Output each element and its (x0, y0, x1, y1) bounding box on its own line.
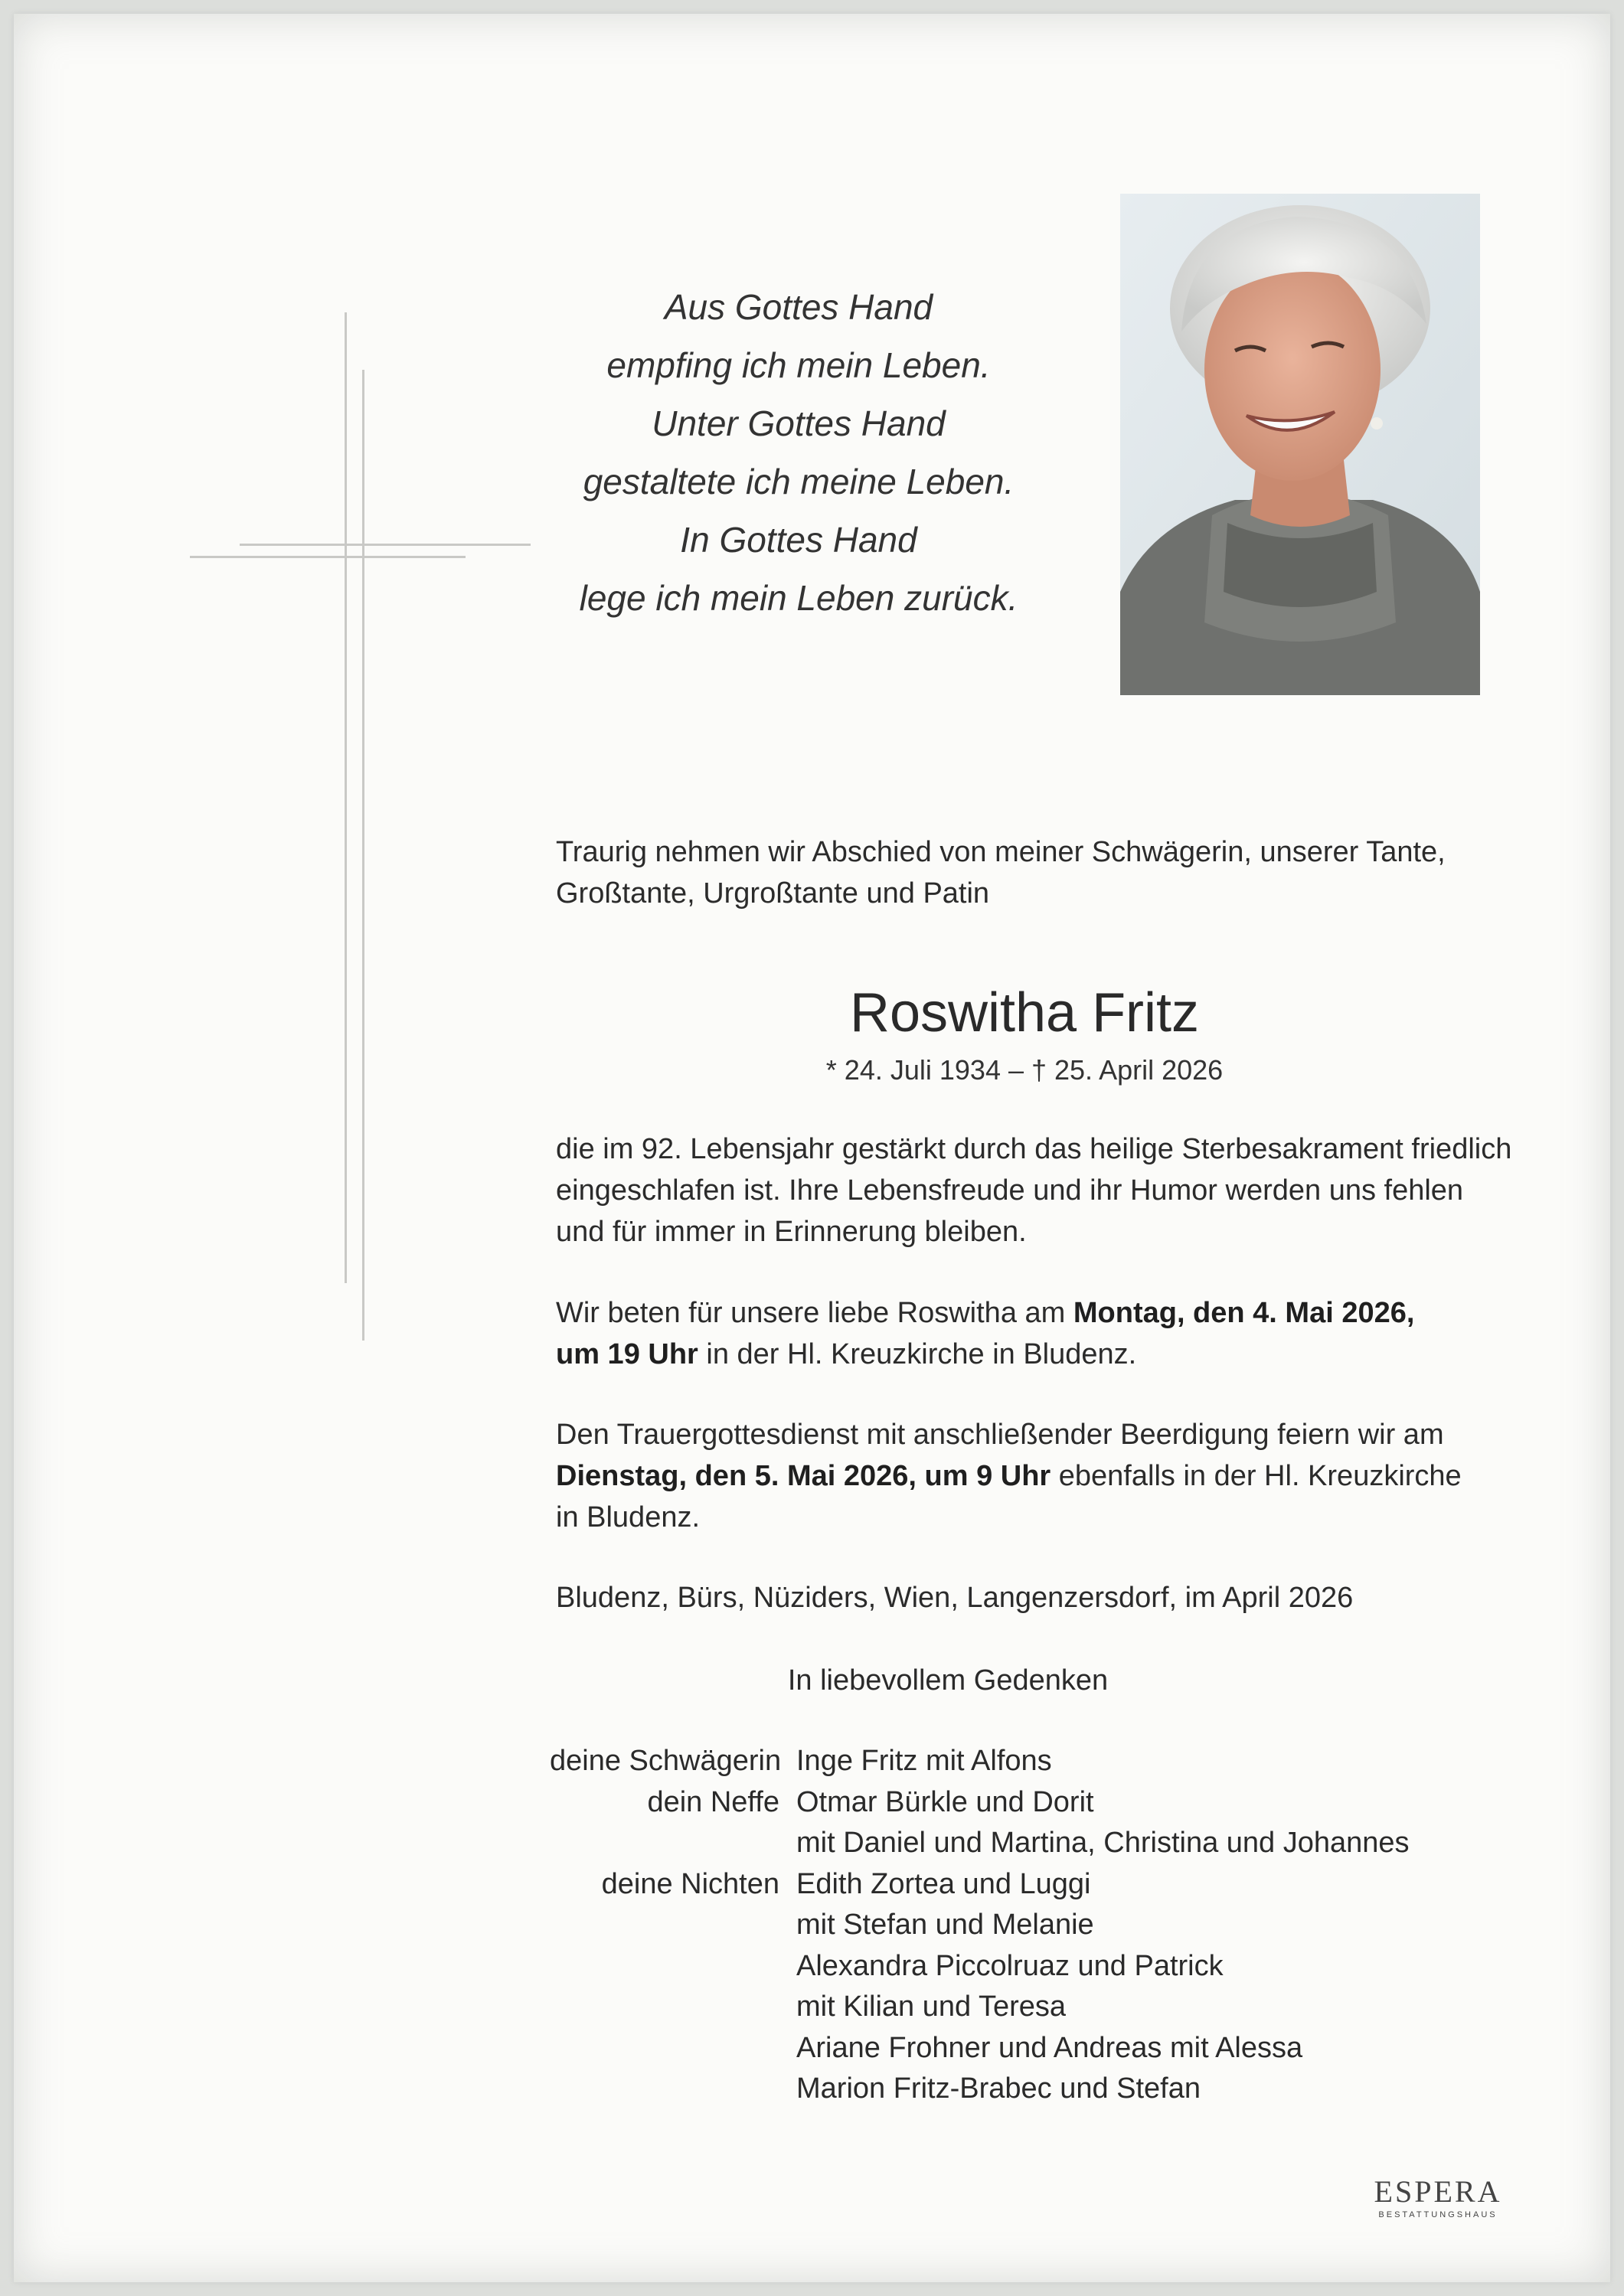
intro-line: Traurig nehmen wir Abschied von meiner Schwägerin, unserer Tante, (556, 836, 1446, 868)
logo-main: ESPERA (1374, 2174, 1502, 2209)
intro-line: Großtante, Urgroßtante und Patin (556, 877, 990, 910)
family-row (550, 2028, 1410, 2069)
family-row (550, 1864, 1410, 1906)
family-names: Otmar Bürkle und Dorit (796, 1785, 1094, 1818)
poem-line: In Gottes Hand (680, 520, 917, 560)
place-text: Bludenz, Bürs, Nüziders, Wien, Langenzersdorf, im April 2026 (556, 1582, 1354, 1614)
prayer-location: in der Hl. Kreuzkirche in Bludenz. (698, 1338, 1137, 1370)
family-names: Ariane Frohner und Andreas mit Alessa (796, 2031, 1303, 2064)
family-row (550, 1946, 1410, 1987)
funeral-line: Den Trauergottesdienst mit anschließender Beerdigung feiern wir am (556, 1419, 1444, 1451)
life-paragraph (556, 1128, 1513, 1253)
family-names: Marion Fritz-Brabec und Stefan (796, 2072, 1201, 2105)
deceased-name: Roswitha Fritz (849, 982, 1200, 1043)
relation (550, 2028, 796, 2069)
funeral-date: Dienstag, den 5. Mai 2026, um 9 Uhr (556, 1460, 1051, 1492)
espera-logo (1361, 2175, 1515, 2221)
relation (550, 2069, 796, 2110)
poem-line: lege ich mein Leben zurück. (579, 578, 1018, 618)
life-line: und für immer in Erinnerung bleiben. (556, 1216, 1027, 1248)
relation: deine Schwägerin (550, 1745, 782, 1777)
logo-sub: BESTATTUNGSHAUS (1378, 2210, 1498, 2219)
family-row (550, 1782, 1410, 1824)
family-names: mit Stefan und Melanie (796, 1909, 1094, 1941)
funeral-line: in Bludenz. (556, 1501, 701, 1533)
funeral-paragraph (556, 1414, 1513, 1538)
life-dates: * 24. Juli 1934 – † 25. April 2026 (825, 1054, 1224, 1086)
life-line: die im 92. Lebensjahr gestärkt durch das heilige Sterbesakrament friedlich (556, 1133, 1512, 1165)
poem-line: empfing ich mein Leben. (606, 345, 991, 385)
relation: dein Neffe (647, 1785, 779, 1818)
family-row (550, 1905, 1410, 1946)
prayer-time: um 19 Uhr (556, 1338, 698, 1370)
gedenken-line: In liebevollem Gedenken (787, 1664, 1109, 1697)
family-row (550, 1741, 1410, 1782)
obituary-sheet (14, 14, 1610, 2282)
relation (550, 1987, 796, 2028)
life-line: eingeschlafen ist. Ihre Lebensfreude und ihr Humor werden uns fehlen (556, 1174, 1464, 1207)
prayer-text: Wir beten für unsere liebe Roswitha am (556, 1297, 1073, 1329)
family-names: mit Kilian und Teresa (796, 1991, 1067, 2023)
relation: deine Nichten (601, 1867, 779, 1900)
family-names: mit Daniel und Martina, Christina und Johannes (796, 1827, 1410, 1859)
poem-line: Aus Gottes Hand (664, 287, 933, 327)
funeral-location: ebenfalls in der Hl. Kreuzkirche (1051, 1460, 1462, 1492)
poem (519, 278, 1078, 627)
family-list (550, 1741, 1410, 2110)
intro-text (556, 831, 1513, 914)
family-row (550, 1823, 1410, 1864)
prayer-paragraph (556, 1292, 1513, 1375)
relation (550, 1823, 796, 1864)
prayer-date: Montag, den 4. Mai 2026, (1073, 1297, 1415, 1329)
relation (550, 1946, 796, 1987)
family-names: Inge Fritz mit Alfons (796, 1745, 1052, 1777)
relation (550, 1905, 796, 1946)
poem-line: gestaltete ich meine Leben. (583, 462, 1015, 501)
family-names: Edith Zortea und Luggi (796, 1867, 1091, 1900)
family-row (550, 1987, 1410, 2028)
family-names: Alexandra Piccolruaz und Patrick (796, 1949, 1224, 1982)
poem-line: Unter Gottes Hand (652, 403, 946, 443)
portrait-photo (1120, 194, 1480, 695)
place-line (556, 1577, 1513, 1618)
family-row (550, 2069, 1410, 2110)
